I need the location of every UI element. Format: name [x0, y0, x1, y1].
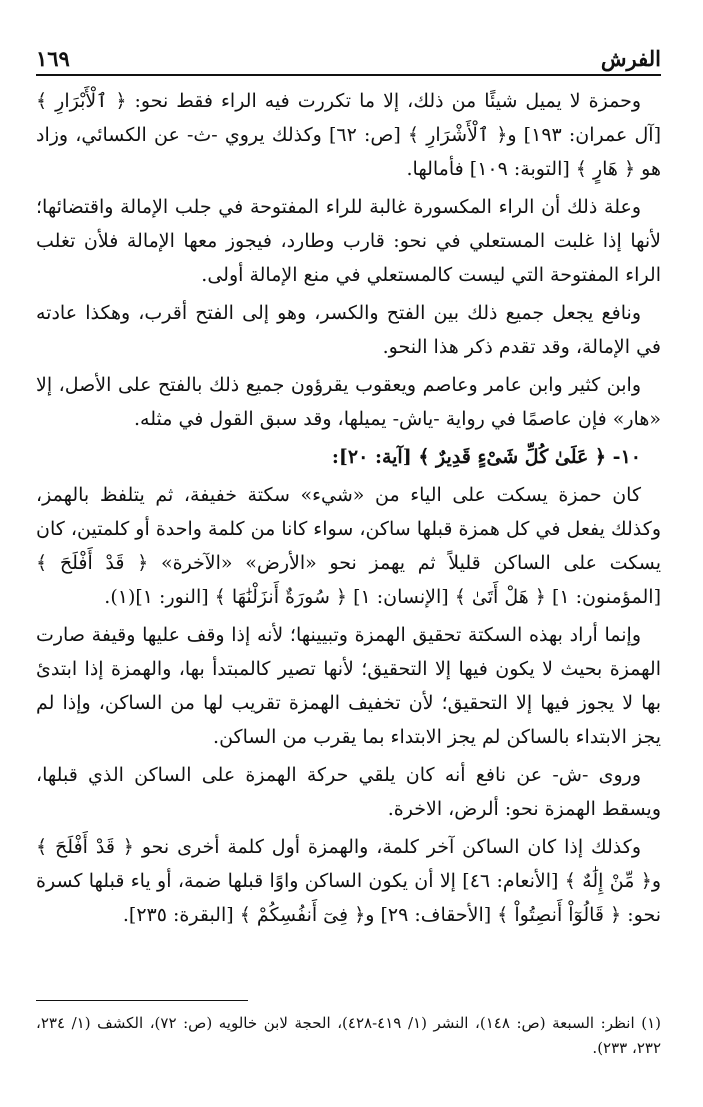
section-heading: ١٠- ﴿ عَلَىٰ كُلِّ شَىْءٍ قَدِيرٌ ﴾ [آية: ٢٠]:	[331, 446, 641, 468]
paragraph-3: ونافع يجعل جميع ذلك بين الفتح والكسر، وهو إلى الفتح أقرب، وهكذا عادته في الإمالة، وقد تقدم ذكر هذا النحو.	[36, 302, 661, 358]
paragraph-2: وعلة ذلك أن الراء المكسورة غالبة للراء المفتوحة في جلب الإمالة واقتضائها؛ لأنها إذا غلبت المستعلي في نحو: قارب وطارد، فيجوز معها الإمالة فلأن تغلب الراء المفتوحة التي ليست كالمستعلي في منع الإمالة أولى.	[36, 196, 661, 286]
paragraph-4: وابن كثير وابن عامر وعاصم ويعقوب يقرؤون جميع ذلك بالفتح على الأصل، إلا «هار» فإن عاصمًا في رواية -ياش- يميلها، وقد سبق القول في مثله.	[36, 374, 661, 430]
footnote-divider	[36, 1000, 248, 1001]
main-text	[36, 84, 661, 932]
paragraph-1: وحمزة لا يميل شيئًا من ذلك، إلا ما تكررت فيه الراء فقط نحو: ﴿ ٱلْأَبْرَارِ ﴾ [آل عمران: ١٩٣] و﴿ ٱلْأَشْرَارِ ﴾ [ص: ٦٢] وكذلك يروي -ث- عن الكسائي، وزاد هو ﴿ هَارٍ ﴾ [التوبة: ١٠٩] فأمالها.	[36, 90, 661, 180]
paragraph-7: وروى -ش- عن نافع أنه كان يلقي حركة الهمزة على الساكن الذي قبلها، ويسقط الهمزة نحو: ألرض، الاخرة.	[36, 764, 661, 820]
footnotes	[36, 1000, 661, 1061]
paragraph-6: وإنما أراد بهذه السكتة تحقيق الهمزة وتبيينها؛ لأنه إذا وقف عليها وقيفة صارت الهمزة بحيث لا يكون فيها إلا التحقيق؛ لأنها تصير كالمبتدأ بها، والهمزة إذا ابتدئ بها لا يجوز فيها إلا التحقيق؛ لأن تخفيف الهمزة تقريب لها من الساكن، وإذا لم يجز الابتداء بالساكن لم يجز الابتداء بما يقرب من الساكن.	[36, 624, 661, 748]
footnote-1: (١) انظر: السبعة (ص: ١٤٨)، النشر (١/ ٤١٩-٤٢٨)، الحجة لابن خالويه (ص: ٧٢)، الكشف (١/ ٢٣٤، ٢٣٢، ٢٣٣).	[36, 1014, 662, 1057]
paragraph-8: وكذلك إذا كان الساكن آخر كلمة، والهمزة أول كلمة أخرى نحو ﴿ قَدْ أَفْلَحَ ﴾ و﴿ مِّنْ إِلَٰهٌ ﴾ [الأنعام: ٤٦] إلا أن يكون الساكن واوًا قبلها ضمة، أو ياء قبلها كسرة نحو: ﴿ قَالُوٓاْ أَنصِتُواْ ﴾ [الأحقاف: ٢٩] و﴿ فِىٓ أَنفُسِكُمْ ﴾ [البقرة: ٢٣٥].	[36, 836, 661, 926]
paragraph-5: كان حمزة يسكت على الياء من «شيء» سكتة خفيفة، ثم يتلفظ بالهمز، وكذلك يفعل في كل همزة قبلها ساكن، سواء كانا من كلمة واحدة أو كلمتين، كان يسكت على الساكن قليلاً ثم يهمز نحو «الأرض» «الآخرة» ﴿ قَدْ أَفْلَحَ ﴾ [المؤمنون: ١] ﴿ هَلْ أَتَىٰ ﴾ [الإنسان: ١] ﴿ سُورَةٌ أَنزَلْنَٰهَا ﴾ [النور: ١](١).	[36, 484, 661, 608]
section-title: الفرش	[600, 46, 661, 71]
page-number: ١٦٩	[36, 46, 70, 71]
page-header	[36, 40, 661, 76]
